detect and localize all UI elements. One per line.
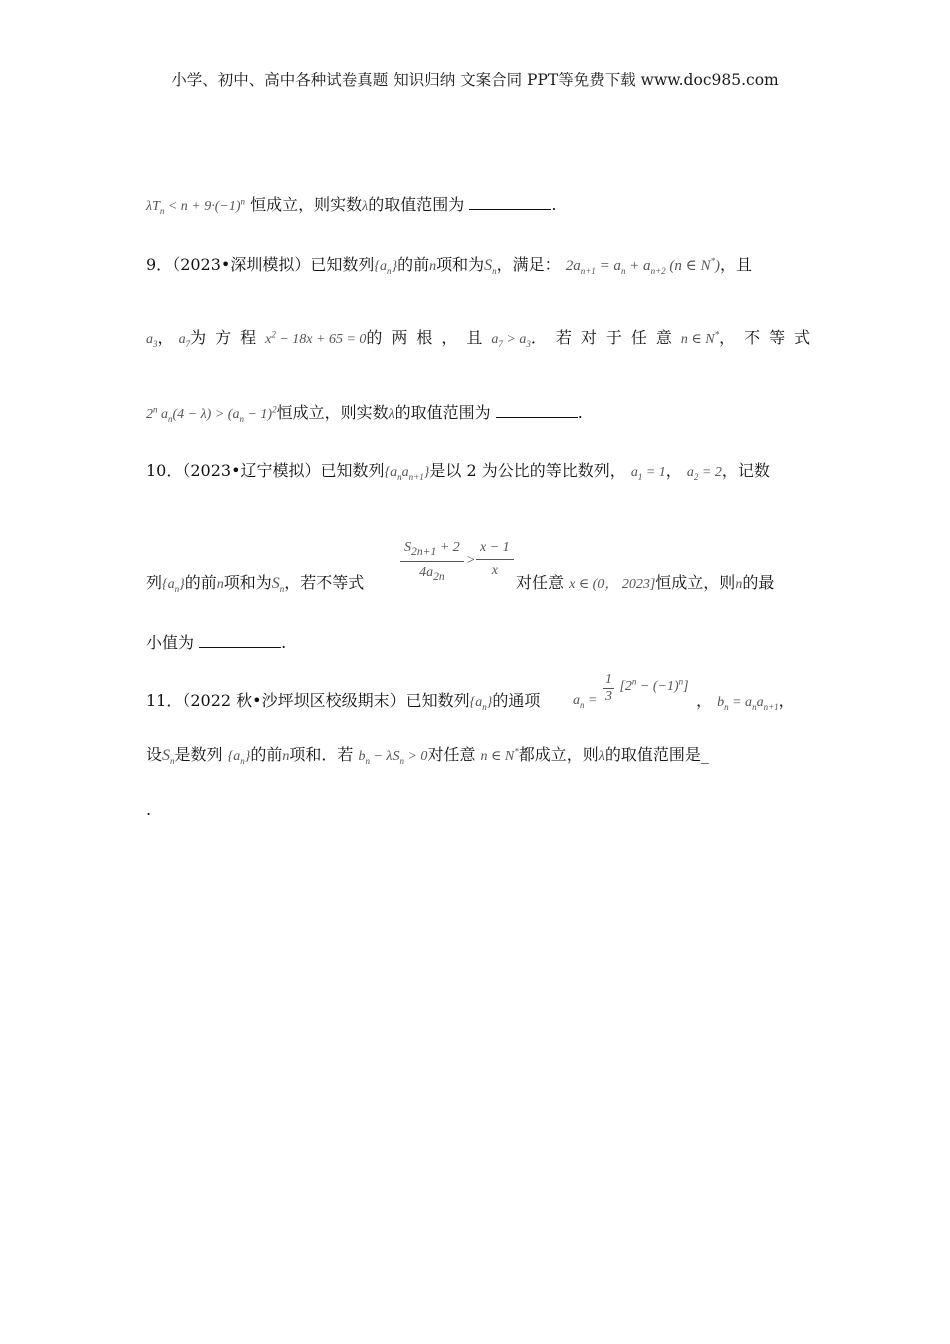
q10-fraction-left-denominator: $4a_{2n}$ (419, 564, 445, 583)
q10-fraction-right-numerator: x − 1 (476, 540, 514, 560)
q9-t10: 恒成立，则实数 (276, 403, 389, 422)
q8-tail-line (146, 192, 556, 216)
q9-t7: 的两根，且 (366, 328, 492, 347)
q8-end: . (551, 195, 557, 214)
q11-end: . (146, 800, 152, 819)
q11-t9: 的取值范围是_ (604, 745, 709, 764)
q11-t6: 项和．若 (289, 745, 354, 764)
q11-line2 (146, 742, 709, 766)
q8-answer-blank[interactable] (469, 208, 551, 210)
q11-n: n (282, 749, 290, 764)
q10-fraction-right (476, 540, 514, 579)
q9-n: n (429, 259, 437, 274)
q9-cond: $a_7 > a_3$ (491, 332, 531, 349)
q9-S: $S_n$ (484, 257, 497, 277)
page-header: 小学、初中、高中各种试卷真题 知识归纳 文案合同 PPT等免费下载 www.doc985.com (171, 71, 779, 89)
q9-nin: n ∈ N* (680, 329, 720, 347)
q11-inequality: $b_n - \lambda S_n > 0$ (358, 749, 428, 766)
q11-source: （2022 秋•沙坪坝区校级期末） (182, 691, 406, 710)
q10-seq2: $\{a_n\}$ (162, 577, 185, 594)
q11-S: $S_n$ (162, 747, 175, 767)
q10-t7: ，若不等式 (284, 573, 365, 592)
q9-end: . (577, 403, 583, 422)
q10-n: n (216, 577, 224, 592)
q10-t1: 已知数列 (320, 461, 385, 480)
q9-lambda: λ (388, 407, 395, 422)
q9-t3: 项和为 (436, 255, 485, 274)
q9-line3 (146, 400, 583, 424)
q11-comma2: ， (778, 691, 795, 710)
q11-an-formula: $a_n$ = $\frac{1}{3}$ $[2^n - (-1)^n]$ (573, 672, 689, 710)
q10-S: $S_n$ (271, 575, 285, 595)
q9-t1: 已知数列 (310, 255, 375, 274)
q10-a2: $a_2 = 2$ (686, 465, 722, 482)
q11-seq: $\{a_n\}$ (469, 695, 493, 712)
q10-fraction-left-numerator: $S_{2n+1} + 2$ (400, 540, 464, 562)
q10-line1 (146, 458, 770, 482)
q10-line2 (146, 570, 364, 594)
q10-t3: ，记数 (721, 461, 770, 480)
q11-bn: $b_n = a_na_{n+1}$ (717, 695, 779, 712)
q9-source: （2023•深圳模拟） (172, 255, 311, 274)
q9-t2: 的前 (397, 255, 430, 274)
q10-t9: 恒成立，则 (655, 573, 736, 592)
q11-comma: ， (696, 691, 713, 710)
q9-a7: $a_7$ (178, 332, 191, 349)
q8-text-a: 恒成立，则实数 (250, 195, 363, 214)
q11-line1 (146, 688, 540, 712)
q11-t1: 已知数列 (405, 691, 470, 710)
q10-answer-blank[interactable] (199, 646, 281, 648)
q11-t7: 对任意 (427, 745, 476, 764)
q10-t11: 小值为 (146, 633, 195, 652)
q10-greater-than: > (466, 553, 476, 568)
q9-seq: $\{a_n\}$ (374, 259, 398, 276)
q11-t3: 设 (146, 745, 163, 764)
q10-n2: n (735, 577, 743, 592)
q10-end: . (281, 633, 287, 652)
q11-line1-tail (696, 688, 795, 712)
q8-text-b: 的取值范围为 (368, 195, 465, 214)
q9-line2 (146, 325, 819, 349)
q9-t5: ，且 (720, 255, 753, 274)
q11-t8: 都成立，则 (518, 745, 599, 764)
q10-t4: 列 (146, 573, 163, 592)
q10-line2-tail (516, 570, 774, 593)
q11-t4: 是数列 (174, 745, 223, 764)
q9-inequality: 2$^n$ $a_n(4 - \lambda) > (a_n - 1)^2$ (146, 404, 277, 424)
q11-t5: 的前 (250, 745, 283, 764)
q10-seq: $\{a_na_{n+1}\}$ (384, 465, 430, 482)
q9-a3: $a_3$ (146, 332, 158, 349)
q10-a1: $a_1 = 1$ (630, 465, 666, 482)
q9-t6: 为方程 (190, 328, 266, 347)
q10-t8: 对任意 (516, 573, 565, 592)
q10-source: （2023•辽宁模拟） (182, 461, 321, 480)
q9-number: 9． (146, 255, 173, 274)
q11-lambda: λ (598, 749, 605, 764)
q10-comma: ， (665, 461, 682, 480)
q10-fraction-right-denominator: x (491, 563, 498, 578)
q11-seq2: $\{a_n\}$ (227, 749, 251, 766)
q10-fraction-left (400, 540, 464, 583)
q9-answer-blank[interactable] (496, 416, 578, 418)
q11-end-line (146, 800, 151, 819)
q10-xin: x ∈ (0， 2023] (569, 577, 656, 592)
q11-t2: 的通项 (492, 691, 541, 710)
q9-t4: ，满足： (496, 255, 561, 274)
q9-t11: 的取值范围为 (394, 403, 491, 422)
q9-relation: $2a_{n+1} = a_n + a_{n+2}$ (n ∈ N*) (565, 256, 720, 276)
q10-t10: 的最 (742, 573, 775, 592)
q11-nin: n ∈ N* (480, 746, 519, 764)
q10-t6: 项和为 (223, 573, 272, 592)
q8-math-inequality: $\lambda T_n < n + 9\cdot(-1)^n$ (146, 196, 246, 216)
q10-number: 10． (146, 461, 183, 480)
q9-t9: ，不等式 (719, 328, 820, 347)
q11-number: 11． (146, 691, 183, 710)
q9-line1 (146, 252, 752, 276)
q10-t5: 的前 (184, 573, 217, 592)
q10-t2: 是以 2 为公比的等比数列， (429, 461, 626, 480)
q10-line3 (146, 630, 286, 653)
q9-comma: ， (157, 328, 174, 347)
q8-lambda: λ (362, 199, 369, 214)
q9-t8: ．若对于任意 (530, 328, 681, 347)
q9-equation: $x^2 - 18x + 65 = 0$ (265, 329, 367, 347)
